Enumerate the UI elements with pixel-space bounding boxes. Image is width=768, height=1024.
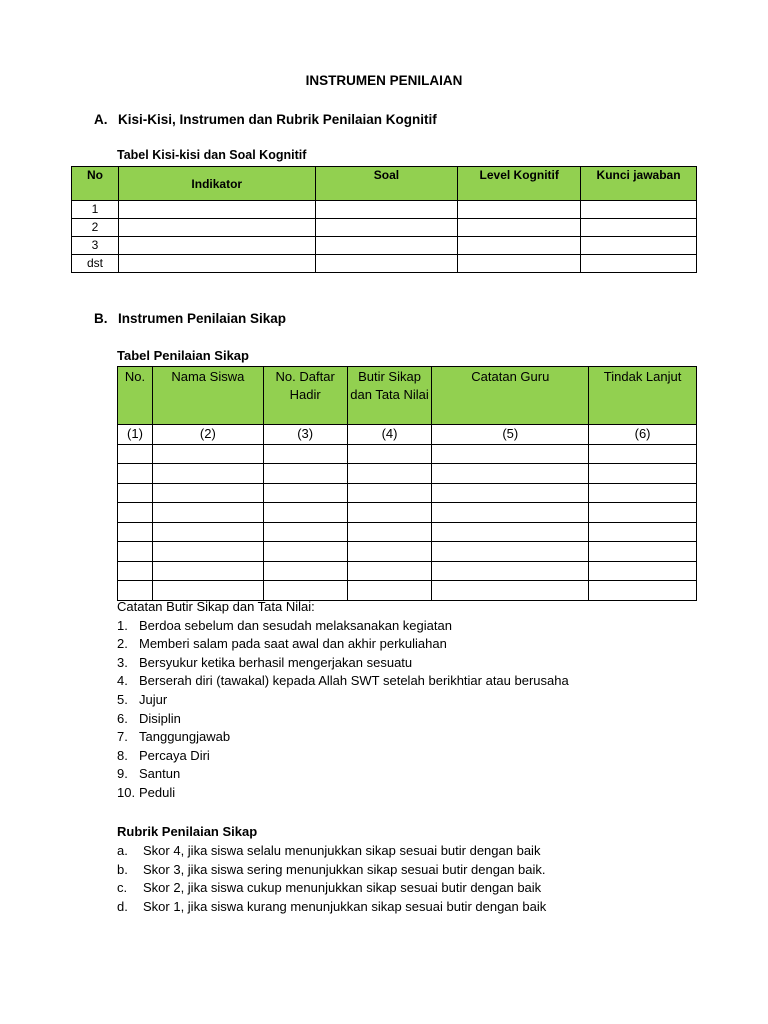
item-number: 10. [117, 784, 136, 800]
table-cell [118, 483, 153, 503]
table-cell [347, 581, 432, 601]
column-number: (5) [432, 425, 589, 445]
list-item [117, 672, 569, 691]
table-cell [432, 464, 589, 484]
table-cell [315, 219, 458, 237]
col-header-daftar-hadir: No. Daftar Hadir [263, 367, 347, 425]
item-text: Skor 3, jika siswa sering menunjukkan sikap sesuai butir dengan baik. [143, 861, 546, 877]
table-cell [118, 219, 315, 237]
column-number: (3) [263, 425, 347, 445]
item-text: Bersyukur ketika berhasil mengerjakan sesuatu [139, 654, 413, 670]
table-cell [589, 464, 697, 484]
table-a-caption: Tabel Kisi-kisi dan Soal Kognitif [117, 148, 307, 162]
sikap-notes [117, 598, 569, 803]
item-letter: c. [117, 880, 128, 896]
table-row [118, 561, 697, 581]
table-cell [118, 522, 153, 542]
table-cell [263, 483, 347, 503]
item-text: Skor 4, jika siswa selalu menunjukkan sikap sesuai butir dengan baik [143, 843, 541, 858]
item-text: Berdoa sebelum dan sesudah melaksanakan kegiatan [139, 617, 452, 633]
table-cell [118, 464, 153, 484]
section-b-title: Instrumen Penilaian Sikap [118, 311, 287, 326]
item-letter: d. [117, 898, 128, 914]
rubric-title: Rubrik Penilaian Sikap [117, 824, 258, 839]
item-number: 4. [117, 673, 128, 689]
item-number: 7. [117, 729, 128, 745]
table-cell [118, 444, 153, 464]
item-letter: b. [117, 861, 128, 877]
table-cell [581, 255, 697, 273]
table-cell [263, 542, 347, 562]
table-cell [581, 219, 697, 237]
table-cell [589, 581, 697, 601]
table-cell [263, 464, 347, 484]
table-cell [118, 503, 153, 523]
list-item [117, 784, 315, 803]
item-text: Tanggungjawab [139, 729, 231, 745]
table-header-row [72, 167, 697, 201]
table-row [72, 255, 697, 273]
table-cell [458, 255, 581, 273]
list-item [117, 710, 315, 729]
notes-title: Catatan Butir Sikap dan Tata Nilai: [117, 599, 315, 614]
item-text: Santun [139, 766, 181, 782]
list-item [117, 617, 452, 636]
table-cell [263, 444, 347, 464]
item-number: 9. [117, 766, 128, 782]
table-cell [315, 255, 458, 273]
table-cell [347, 542, 432, 562]
column-number: (4) [347, 425, 432, 445]
item-text: Memberi salam pada saat awal dan akhir perkuliahan [139, 636, 447, 652]
table-cell [581, 201, 697, 219]
table-row [72, 237, 697, 255]
column-number: (1) [118, 425, 153, 445]
table-cell [152, 561, 263, 581]
col-header-catatan-guru: Catatan Guru [432, 367, 589, 425]
table-cell [118, 561, 153, 581]
table-cell [347, 561, 432, 581]
item-text: Percaya Diri [139, 747, 210, 763]
table-cell [347, 483, 432, 503]
table-cell [458, 237, 581, 255]
table-cell [432, 483, 589, 503]
table-cell [458, 201, 581, 219]
table-row [118, 483, 697, 503]
table-row [118, 522, 697, 542]
column-number: (6) [589, 425, 697, 445]
row-number: 3 [72, 237, 119, 255]
table-cell [432, 561, 589, 581]
table-cell [347, 503, 432, 523]
item-number: 5. [117, 691, 128, 707]
item-text: Berserah diri (tawakal) kepada Allah SWT setelah berikhtiar atau berusaha [139, 673, 569, 689]
table-cell [118, 255, 315, 273]
col-header-no: No [72, 167, 119, 201]
table-cell [315, 237, 458, 255]
table-cell [118, 237, 315, 255]
table-cell [152, 444, 263, 464]
section-a-letter: A. [94, 112, 108, 127]
table-row [118, 503, 697, 523]
item-text: Jujur [139, 691, 168, 707]
table-cell [589, 522, 697, 542]
table-cell [589, 542, 697, 562]
item-text: Peduli [139, 784, 176, 800]
item-text: Skor 2, jika siswa cukup menunjukkan sikap sesuai butir dengan baik [143, 880, 542, 896]
table-cell [152, 503, 263, 523]
table-cell [152, 464, 263, 484]
table-row [118, 542, 697, 562]
list-item [117, 728, 315, 747]
table-row [72, 201, 697, 219]
table-cell [432, 522, 589, 542]
list-item [117, 765, 315, 784]
table-b-caption: Tabel Penilaian Sikap [117, 348, 249, 363]
column-number: (2) [152, 425, 263, 445]
table-cell [432, 444, 589, 464]
table-cell [347, 522, 432, 542]
table-cell [589, 444, 697, 464]
sikap-table [117, 366, 697, 601]
document-title: INSTRUMEN PENILAIAN [305, 73, 463, 88]
table-cell [118, 201, 315, 219]
table-cell [152, 542, 263, 562]
table-cell [152, 483, 263, 503]
item-number: 1. [117, 617, 128, 633]
list-item [117, 747, 315, 766]
col-header-butir-sikap: Butir Sikap dan Tata Nilai [347, 367, 432, 425]
table-cell [152, 522, 263, 542]
table-cell [589, 561, 697, 581]
item-number: 3. [117, 654, 128, 670]
col-header-kunci: Kunci jawaban [581, 167, 697, 201]
col-header-tindak-lanjut: Tindak Lanjut [589, 367, 697, 425]
item-text: Skor 1, jika siswa kurang menunjukkan sikap sesuai butir dengan baik [143, 898, 547, 914]
table-cell [432, 542, 589, 562]
table-row [118, 444, 697, 464]
table-row [72, 219, 697, 237]
col-header-nama-siswa: Nama Siswa [152, 367, 263, 425]
list-item [117, 654, 413, 673]
col-header-indikator: Indikator [118, 167, 315, 201]
table-cell [347, 444, 432, 464]
table-cell [589, 483, 697, 503]
table-cell [589, 503, 697, 523]
table-cell [118, 542, 153, 562]
list-item [117, 635, 447, 654]
table-row [118, 464, 697, 484]
table-cell [315, 201, 458, 219]
list-item [117, 691, 315, 710]
table-cell [263, 503, 347, 523]
section-a-title: Kisi-Kisi, Instrumen dan Rubrik Penilaian Kognitif [118, 112, 437, 127]
table-cell [432, 581, 589, 601]
table-header-row [118, 367, 697, 425]
table-cell [263, 561, 347, 581]
table-cell [263, 522, 347, 542]
numbering-row [118, 425, 697, 445]
table-cell [432, 503, 589, 523]
row-number: dst [72, 255, 119, 273]
table-cell [581, 237, 697, 255]
table-cell [347, 464, 432, 484]
row-number: 2 [72, 219, 119, 237]
col-header-level: Level Kognitif [458, 167, 581, 201]
col-header-soal: Soal [315, 167, 458, 201]
item-letter: a. [117, 843, 128, 858]
table-cell [458, 219, 581, 237]
col-header-no: No. [118, 367, 153, 425]
item-number: 2. [117, 636, 128, 652]
item-number: 6. [117, 710, 128, 726]
item-text: Disiplin [139, 710, 181, 726]
section-b-letter: B. [94, 311, 108, 326]
item-number: 8. [117, 747, 128, 763]
kognitif-table [71, 166, 697, 273]
row-number: 1 [72, 201, 119, 219]
